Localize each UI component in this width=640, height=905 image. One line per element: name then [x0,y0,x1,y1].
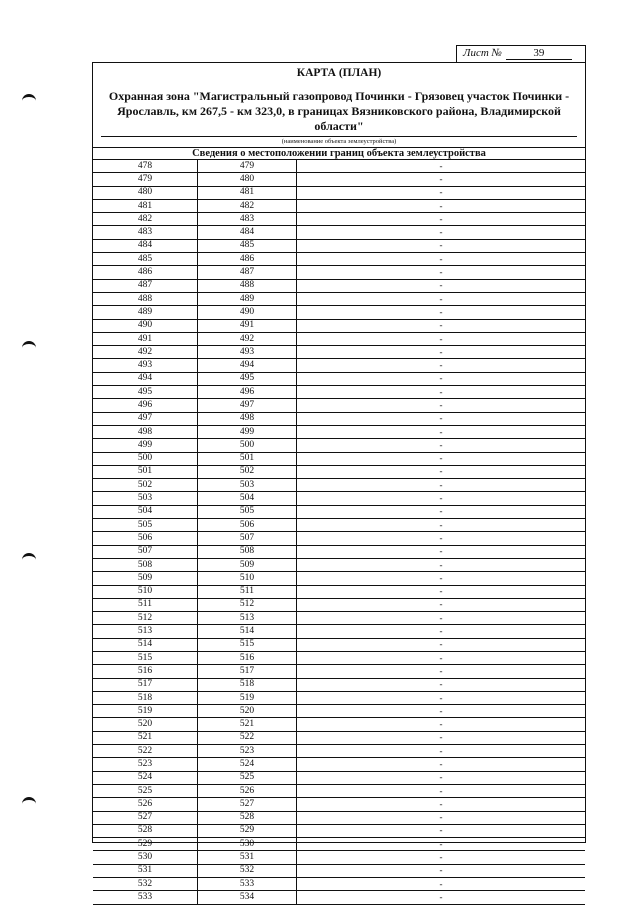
value-cell: - [297,678,586,691]
table-row [93,346,585,359]
point-to-cell: 503 [198,479,297,492]
table-row [93,319,585,332]
point-from-cell: 506 [93,532,198,545]
table-row [93,878,585,891]
table-row [93,838,585,851]
point-to-cell: 502 [198,465,297,478]
point-to-cell: 489 [198,292,297,305]
value-cell: - [297,173,586,186]
value-cell: - [297,731,586,744]
sheet-number-box [456,45,586,62]
value-cell: - [297,691,586,704]
value-cell: - [297,638,586,651]
value-cell: - [297,758,586,771]
point-from-cell: 489 [93,306,198,319]
table-row [93,332,585,345]
point-to-cell: 531 [198,851,297,864]
value-cell: - [297,226,586,239]
point-to-cell: 487 [198,266,297,279]
table-row [93,399,585,412]
point-from-cell: 487 [93,279,198,292]
table-row [93,612,585,625]
point-to-cell: 486 [198,253,297,266]
table-row [93,292,585,305]
document-frame [92,62,586,902]
value-cell: - [297,253,586,266]
value-cell: - [297,386,586,399]
table-row [93,678,585,691]
table-row [93,798,585,811]
point-to-cell: 510 [198,572,297,585]
point-from-cell: 528 [93,824,198,837]
point-to-cell: 499 [198,425,297,438]
point-from-cell: 486 [93,266,198,279]
sheet-number: 39 [506,48,572,60]
table-row [93,266,585,279]
boundary-table [93,160,585,905]
point-to-cell: 504 [198,492,297,505]
table-row [93,199,585,212]
value-cell: - [297,851,586,864]
value-cell: - [297,625,586,638]
table-row [93,638,585,651]
value-cell: - [297,213,586,226]
point-from-cell: 490 [93,319,198,332]
point-from-cell: 491 [93,332,198,345]
table-row [93,824,585,837]
table-row [93,705,585,718]
table-row [93,465,585,478]
value-cell: - [297,585,586,598]
point-to-cell: 529 [198,824,297,837]
value-cell: - [297,864,586,877]
point-to-cell: 479 [198,160,297,173]
table-row [93,253,585,266]
point-to-cell: 483 [198,213,297,226]
point-from-cell: 509 [93,572,198,585]
value-cell: - [297,718,586,731]
point-from-cell: 527 [93,811,198,824]
value-cell: - [297,558,586,571]
value-cell: - [297,705,586,718]
point-to-cell: 511 [198,585,297,598]
point-from-cell: 499 [93,439,198,452]
point-to-cell: 497 [198,399,297,412]
table-row [93,173,585,186]
value-cell: - [297,771,586,784]
table-row [93,412,585,425]
point-from-cell: 495 [93,386,198,399]
table-row [93,372,585,385]
value-cell: - [297,412,586,425]
value-cell: - [297,824,586,837]
value-cell: - [297,266,586,279]
table-row [93,691,585,704]
point-from-cell: 480 [93,186,198,199]
point-from-cell: 482 [93,213,198,226]
table-row [93,572,585,585]
value-cell: - [297,598,586,611]
point-from-cell: 503 [93,492,198,505]
map-title: КАРТА (ПЛАН) [296,67,382,79]
point-from-cell: 485 [93,253,198,266]
value-cell: - [297,784,586,797]
table-row [93,519,585,532]
point-from-cell: 522 [93,745,198,758]
table-row [93,585,585,598]
binder-hole-mark [22,553,36,563]
value-cell: - [297,346,586,359]
point-to-cell: 481 [198,186,297,199]
point-to-cell: 498 [198,412,297,425]
value-cell: - [297,479,586,492]
sheet-label: Лист № [463,47,502,59]
table-row [93,186,585,199]
value-cell: - [297,186,586,199]
point-to-cell: 500 [198,439,297,452]
object-caption: (наименование объекта землеустройства) [101,136,577,146]
value-cell: - [297,439,586,452]
point-to-cell: 501 [198,452,297,465]
point-from-cell: 510 [93,585,198,598]
table-row [93,891,585,904]
table-row [93,598,585,611]
table-row [93,771,585,784]
point-to-cell: 534 [198,891,297,904]
object-name: Охранная зона "Магистральный газопровод Починки - Грязовец участок Починки - Ярославль, км 267,5 - км 323,0, в границах Вязниковского района, Владимирской области" [108,89,570,133]
table-row [93,758,585,771]
point-from-cell: 494 [93,372,198,385]
value-cell: - [297,572,586,585]
point-from-cell: 484 [93,239,198,252]
point-from-cell: 526 [93,798,198,811]
boundary-table-body [93,160,585,904]
point-from-cell: 497 [93,412,198,425]
point-to-cell: 492 [198,332,297,345]
point-from-cell: 532 [93,878,198,891]
point-to-cell: 505 [198,505,297,518]
value-cell: - [297,492,586,505]
value-cell: - [297,319,586,332]
point-to-cell: 530 [198,838,297,851]
point-from-cell: 493 [93,359,198,372]
table-row [93,731,585,744]
point-from-cell: 516 [93,665,198,678]
point-from-cell: 514 [93,638,198,651]
point-from-cell: 492 [93,346,198,359]
table-row [93,558,585,571]
table-row [93,864,585,877]
point-to-cell: 509 [198,558,297,571]
table-row [93,452,585,465]
table-row [93,306,585,319]
table-row [93,851,585,864]
table-row [93,532,585,545]
table-row [93,784,585,797]
point-from-cell: 530 [93,851,198,864]
table-row [93,386,585,399]
point-from-cell: 531 [93,864,198,877]
point-from-cell: 524 [93,771,198,784]
point-from-cell: 533 [93,891,198,904]
table-row [93,439,585,452]
table-row [93,492,585,505]
point-from-cell: 479 [93,173,198,186]
point-from-cell: 512 [93,612,198,625]
value-cell: - [297,279,586,292]
point-to-cell: 516 [198,651,297,664]
point-from-cell: 501 [93,465,198,478]
point-from-cell: 508 [93,558,198,571]
point-from-cell: 513 [93,625,198,638]
point-from-cell: 478 [93,160,198,173]
table-row [93,651,585,664]
point-from-cell: 511 [93,598,198,611]
section-heading: Сведения о местоположении границ объекта землеустройства [93,147,585,160]
table-row [93,811,585,824]
table-row [93,625,585,638]
point-to-cell: 507 [198,532,297,545]
point-from-cell: 523 [93,758,198,771]
value-cell: - [297,306,586,319]
point-to-cell: 484 [198,226,297,239]
point-from-cell: 481 [93,199,198,212]
table-row [93,279,585,292]
value-cell: - [297,651,586,664]
value-cell: - [297,745,586,758]
value-cell: - [297,838,586,851]
point-to-cell: 513 [198,612,297,625]
point-to-cell: 485 [198,239,297,252]
table-row [93,213,585,226]
table-row [93,745,585,758]
value-cell: - [297,452,586,465]
point-from-cell: 500 [93,452,198,465]
point-from-cell: 496 [93,399,198,412]
point-from-cell: 498 [93,425,198,438]
point-to-cell: 490 [198,306,297,319]
point-to-cell: 517 [198,665,297,678]
point-to-cell: 482 [198,199,297,212]
binder-hole-mark [22,94,36,104]
point-from-cell: 519 [93,705,198,718]
value-cell: - [297,372,586,385]
point-from-cell: 505 [93,519,198,532]
value-cell: - [297,811,586,824]
point-to-cell: 496 [198,386,297,399]
point-from-cell: 515 [93,651,198,664]
point-to-cell: 518 [198,678,297,691]
point-from-cell: 518 [93,691,198,704]
point-from-cell: 488 [93,292,198,305]
value-cell: - [297,891,586,904]
point-to-cell: 526 [198,784,297,797]
point-to-cell: 495 [198,372,297,385]
value-cell: - [297,798,586,811]
point-to-cell: 525 [198,771,297,784]
point-to-cell: 519 [198,691,297,704]
table-row [93,425,585,438]
value-cell: - [297,292,586,305]
point-to-cell: 514 [198,625,297,638]
value-cell: - [297,359,586,372]
table-row [93,160,585,173]
point-to-cell: 520 [198,705,297,718]
table-row [93,226,585,239]
point-to-cell: 521 [198,718,297,731]
point-to-cell: 493 [198,346,297,359]
table-row [93,479,585,492]
table-row [93,718,585,731]
point-to-cell: 523 [198,745,297,758]
point-to-cell: 532 [198,864,297,877]
value-cell: - [297,465,586,478]
value-cell: - [297,160,586,173]
point-from-cell: 483 [93,226,198,239]
value-cell: - [297,399,586,412]
table-row [93,665,585,678]
point-to-cell: 480 [198,173,297,186]
point-from-cell: 517 [93,678,198,691]
value-cell: - [297,665,586,678]
binder-hole-mark [22,797,36,807]
point-to-cell: 494 [198,359,297,372]
point-to-cell: 512 [198,598,297,611]
point-from-cell: 502 [93,479,198,492]
point-to-cell: 491 [198,319,297,332]
point-from-cell: 520 [93,718,198,731]
value-cell: - [297,878,586,891]
point-to-cell: 527 [198,798,297,811]
value-cell: - [297,332,586,345]
point-from-cell: 529 [93,838,198,851]
point-to-cell: 528 [198,811,297,824]
point-to-cell: 522 [198,731,297,744]
point-to-cell: 524 [198,758,297,771]
value-cell: - [297,532,586,545]
point-to-cell: 508 [198,545,297,558]
table-row [93,505,585,518]
binder-hole-mark [22,341,36,351]
point-from-cell: 507 [93,545,198,558]
point-to-cell: 506 [198,519,297,532]
value-cell: - [297,545,586,558]
value-cell: - [297,199,586,212]
point-to-cell: 533 [198,878,297,891]
point-to-cell: 515 [198,638,297,651]
table-row [93,545,585,558]
point-from-cell: 504 [93,505,198,518]
value-cell: - [297,239,586,252]
value-cell: - [297,505,586,518]
table-row [93,239,585,252]
value-cell: - [297,425,586,438]
value-cell: - [297,519,586,532]
point-from-cell: 525 [93,784,198,797]
point-to-cell: 488 [198,279,297,292]
title-block [93,63,585,146]
value-cell: - [297,612,586,625]
point-from-cell: 521 [93,731,198,744]
table-row [93,359,585,372]
